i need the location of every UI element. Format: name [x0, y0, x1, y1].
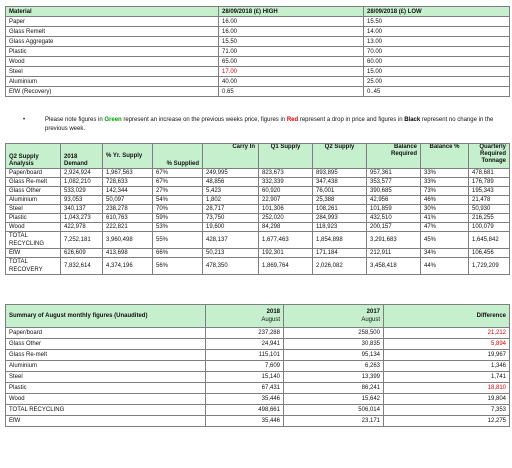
supply-cell: 893,895 — [313, 169, 367, 178]
price-low: 25.00 — [364, 77, 510, 87]
supply-cell: 7,832,614 — [61, 258, 103, 275]
supply-row-label: Wood — [6, 223, 61, 232]
supply-cell: 432,510 — [367, 214, 421, 223]
supply-cell: 21,478 — [469, 196, 510, 205]
summary-row — [6, 416, 510, 427]
summary-row — [6, 339, 510, 350]
supply-cell: 3,291,683 — [367, 232, 421, 249]
supply-cell: 50,097 — [103, 196, 153, 205]
supply-cell: 42,956 — [367, 196, 421, 205]
summary-table-body — [6, 328, 510, 427]
price-material: Wood — [6, 57, 219, 67]
supply-cell: 3,960,498 — [103, 232, 153, 249]
supply-table — [5, 143, 510, 275]
supply-cell: 84,298 — [259, 223, 313, 232]
summary-table-header — [6, 305, 510, 328]
supply-row-label: Plastic — [6, 214, 61, 223]
summary-2018-value: 15,140 — [206, 372, 284, 383]
supply-cell: 54% — [153, 196, 203, 205]
supply-cell: 284,993 — [313, 214, 367, 223]
supply-header: % Supplied — [153, 144, 203, 169]
supply-cell: 53% — [153, 223, 203, 232]
summary-row — [6, 405, 510, 416]
supply-cell: 48,856 — [203, 178, 259, 187]
supply-row-label: Steel — [6, 205, 61, 214]
note-part2: represent an increase on the previous weeks price, figures in — [121, 117, 287, 123]
summary-row-label: Glass Other — [6, 339, 206, 350]
supply-cell: 19,600 — [203, 223, 259, 232]
summary-row-label: TOTAL RECYCLING — [6, 405, 206, 416]
summary-2017-value: 86,241 — [284, 383, 384, 394]
bullet: • — [23, 117, 26, 123]
supply-row-label: Paper/board — [6, 169, 61, 178]
summary-difference-value: 7,353 — [384, 405, 510, 416]
supply-cell: 30% — [421, 205, 469, 214]
supply-row — [6, 205, 510, 214]
supply-cell: 118,923 — [313, 223, 367, 232]
supply-cell: 2,026,082 — [313, 258, 367, 275]
supply-cell: 1,854,898 — [313, 232, 367, 249]
price-row — [6, 47, 510, 57]
supply-row — [6, 223, 510, 232]
price-low: 15.00 — [364, 67, 510, 77]
summary-difference-value: 5,894 — [384, 339, 510, 350]
supply-cell: 340,137 — [61, 205, 103, 214]
supply-cell: 4,374,196 — [103, 258, 153, 275]
note-text — [45, 116, 505, 134]
supply-header: Q2 Supply — [313, 144, 367, 169]
supply-cell: 66% — [153, 249, 203, 258]
supply-cell: 332,339 — [259, 178, 313, 187]
price-material: EfW (Recovery) — [6, 87, 219, 97]
price-material: Glass Remelt — [6, 27, 219, 37]
price-row — [6, 37, 510, 47]
supply-cell: 252,020 — [259, 214, 313, 223]
supply-cell: 1,729,209 — [469, 258, 510, 275]
note-black-word: Black — [404, 117, 421, 123]
price-header-high: 28/09/2018 (£) HIGH — [219, 7, 364, 17]
supply-cell: 59% — [153, 214, 203, 223]
supply-row — [6, 178, 510, 187]
supply-cell: 626,609 — [61, 249, 103, 258]
supply-cell: 212,911 — [367, 249, 421, 258]
supply-cell: 957,361 — [367, 169, 421, 178]
summary-row — [6, 328, 510, 339]
supply-row — [6, 249, 510, 258]
summary-difference-value: 21,212 — [384, 328, 510, 339]
supply-cell: 28,717 — [203, 205, 259, 214]
supply-cell: 1,043,273 — [61, 214, 103, 223]
supply-cell: 22,907 — [259, 196, 313, 205]
supply-header: Balance % — [421, 144, 469, 169]
supply-row-label: TOTAL RECYCLING — [6, 232, 61, 249]
supply-cell: 1,967,563 — [103, 169, 153, 178]
summary-row — [6, 394, 510, 405]
summary-difference-value: 19,804 — [384, 394, 510, 405]
supply-cell: 70% — [153, 205, 203, 214]
supply-cell: 34% — [421, 249, 469, 258]
summary-difference-value: 19,967 — [384, 350, 510, 361]
summary-year-2018: 2018 — [266, 309, 280, 315]
supply-row — [6, 232, 510, 249]
price-header-material: Material — [6, 7, 219, 17]
supply-cell: 1,869,764 — [259, 258, 313, 275]
supply-cell: 56% — [153, 258, 203, 275]
summary-row-label: Glass Re-melt — [6, 350, 206, 361]
summary-title: Summary of August monthly figures (Unaudited) — [6, 305, 206, 328]
supply-row — [6, 214, 510, 223]
price-low: 0..45 — [364, 87, 510, 97]
price-row — [6, 87, 510, 97]
supply-cell: 478,350 — [203, 258, 259, 275]
summary-2018-value: 35,446 — [206, 416, 284, 427]
summary-month-2018: August — [261, 317, 280, 323]
supply-cell: 108,261 — [313, 205, 367, 214]
supply-header: Quarterly Required Tonnage — [469, 144, 510, 169]
note-green-word: Green — [104, 117, 122, 123]
summary-row-label: Aluminium — [6, 361, 206, 372]
supply-cell: 422,978 — [61, 223, 103, 232]
supply-cell: 413,698 — [103, 249, 153, 258]
supply-cell: 50,213 — [203, 249, 259, 258]
price-row — [6, 57, 510, 67]
price-material: Paper — [6, 17, 219, 27]
summary-2017-value: 506,014 — [284, 405, 384, 416]
supply-cell: 478,681 — [469, 169, 510, 178]
price-high: 71.00 — [219, 47, 364, 57]
price-row — [6, 67, 510, 77]
price-high: 0.65 — [219, 87, 364, 97]
price-row — [6, 77, 510, 87]
price-high: 40.00 — [219, 77, 364, 87]
summary-month-2017: August — [361, 317, 380, 323]
supply-cell: 428,137 — [203, 232, 259, 249]
summary-2017-value: 13,399 — [284, 372, 384, 383]
supply-cell: 200,157 — [367, 223, 421, 232]
summary-row-label: EfW — [6, 416, 206, 427]
summary-header-difference: Difference — [384, 305, 510, 328]
supply-cell: 44% — [421, 258, 469, 275]
summary-2018-value: 115,101 — [206, 350, 284, 361]
summary-row — [6, 383, 510, 394]
summary-table — [5, 304, 510, 427]
price-high: 17.00 — [219, 67, 364, 77]
summary-2017-value: 30,835 — [284, 339, 384, 350]
price-low: 14.00 — [364, 27, 510, 37]
supply-row-label: TOTAL RECOVERY — [6, 258, 61, 275]
summary-2018-value: 24,941 — [206, 339, 284, 350]
summary-row — [6, 350, 510, 361]
supply-cell: 101,306 — [259, 205, 313, 214]
supply-cell: 60,920 — [259, 187, 313, 196]
price-high: 16.00 — [219, 27, 364, 37]
supply-cell: 25,388 — [313, 196, 367, 205]
supply-cell: 353,577 — [367, 178, 421, 187]
supply-header: Q2 Supply Analysis — [6, 144, 61, 169]
supply-cell: 101,859 — [367, 205, 421, 214]
supply-cell: 41% — [421, 214, 469, 223]
summary-difference-value: 18,810 — [384, 383, 510, 394]
supply-cell: 67% — [153, 178, 203, 187]
supply-cell: 106,456 — [469, 249, 510, 258]
supply-row — [6, 258, 510, 275]
supply-row-label: Glass Re-melt — [6, 178, 61, 187]
supply-cell: 55% — [153, 232, 203, 249]
price-row — [6, 17, 510, 27]
supply-cell: 610,763 — [103, 214, 153, 223]
summary-2017-value: 23,171 — [284, 416, 384, 427]
supply-cell: 222,821 — [103, 223, 153, 232]
note-red-word: Red — [286, 117, 299, 123]
supply-cell: 728,633 — [103, 178, 153, 187]
supply-row-label: Glass Other — [6, 187, 61, 196]
supply-cell: 171,184 — [313, 249, 367, 258]
supply-row-label: Aluminium — [6, 196, 61, 205]
summary-row-label: Plastic — [6, 383, 206, 394]
supply-cell: 390,685 — [367, 187, 421, 196]
price-low: 15.50 — [364, 17, 510, 27]
summary-2018-value: 67,431 — [206, 383, 284, 394]
summary-2017-value: 258,500 — [284, 328, 384, 339]
supply-cell: 216,255 — [469, 214, 510, 223]
summary-2018-value: 7,609 — [206, 361, 284, 372]
supply-cell: 45% — [421, 232, 469, 249]
supply-cell: 1,645,842 — [469, 232, 510, 249]
price-low: 70.00 — [364, 47, 510, 57]
supply-header: % Yr. Supply — [103, 144, 153, 169]
supply-cell: 1,677,463 — [259, 232, 313, 249]
price-low: 13.00 — [364, 37, 510, 47]
supply-header: Balance Required — [367, 144, 421, 169]
supply-cell: 2,924,924 — [61, 169, 103, 178]
summary-row — [6, 361, 510, 372]
summary-header-2017 — [284, 305, 384, 328]
summary-header-2018 — [206, 305, 284, 328]
summary-year-2017: 2017 — [366, 309, 380, 315]
price-low: 60.00 — [364, 57, 510, 67]
price-table — [5, 6, 510, 97]
supply-cell: 50,930 — [469, 205, 510, 214]
note-part1: Please note figures in — [45, 117, 105, 123]
supply-cell: 3,458,418 — [367, 258, 421, 275]
supply-header: Q1 Supply — [259, 144, 313, 169]
supply-cell: 5,423 — [203, 187, 259, 196]
supply-cell: 100,079 — [469, 223, 510, 232]
summary-difference-value: 12,275 — [384, 416, 510, 427]
supply-cell: 238,278 — [103, 205, 153, 214]
summary-row — [6, 372, 510, 383]
supply-cell: 76,001 — [313, 187, 367, 196]
price-high: 15.50 — [219, 37, 364, 47]
summary-2018-value: 498,661 — [206, 405, 284, 416]
supply-header: 2018 Demand — [61, 144, 103, 169]
supply-cell: 533,029 — [61, 187, 103, 196]
summary-row-label: Paper/board — [6, 328, 206, 339]
price-header-low: 28/09/2018 (£) LOW — [364, 7, 510, 17]
summary-2017-value: 6,263 — [284, 361, 384, 372]
price-table-header — [6, 7, 510, 17]
supply-cell: 195,343 — [469, 187, 510, 196]
supply-row — [6, 196, 510, 205]
supply-cell: 73,750 — [203, 214, 259, 223]
supply-cell: 27% — [153, 187, 203, 196]
supply-cell: 67% — [153, 169, 203, 178]
price-row — [6, 27, 510, 37]
supply-cell: 823,673 — [259, 169, 313, 178]
supply-cell: 347,438 — [313, 178, 367, 187]
summary-2017-value: 15,642 — [284, 394, 384, 405]
supply-table-header — [6, 144, 510, 169]
supply-cell: 33% — [421, 178, 469, 187]
supply-cell: 192,301 — [259, 249, 313, 258]
price-material: Plastic — [6, 47, 219, 57]
supply-table-body — [6, 169, 510, 275]
supply-row — [6, 187, 510, 196]
price-material: Glass Aggregate — [6, 37, 219, 47]
supply-cell: 7,252,181 — [61, 232, 103, 249]
supply-cell: 249,995 — [203, 169, 259, 178]
price-high: 65.00 — [219, 57, 364, 67]
supply-row-label: EfW — [6, 249, 61, 258]
summary-2018-value: 237,288 — [206, 328, 284, 339]
supply-cell: 142,344 — [103, 187, 153, 196]
price-high: 16.00 — [219, 17, 364, 27]
price-material: Aluminium — [6, 77, 219, 87]
summary-2017-value: 95,134 — [284, 350, 384, 361]
supply-cell: 47% — [421, 223, 469, 232]
supply-cell: 1,802 — [203, 196, 259, 205]
supply-cell: 176,789 — [469, 178, 510, 187]
supply-cell: 46% — [421, 196, 469, 205]
note-part4: represent no change in the previous week. — [45, 117, 494, 132]
supply-cell: 73% — [421, 187, 469, 196]
price-material: Steel — [6, 67, 219, 77]
summary-2018-value: 35,446 — [206, 394, 284, 405]
supply-cell: 93,053 — [61, 196, 103, 205]
note-part3: represent a drop in price and figures in — [298, 117, 405, 123]
supply-header: Carry In — [203, 144, 259, 169]
summary-difference-value: 1,346 — [384, 361, 510, 372]
summary-difference-value: 1,741 — [384, 372, 510, 383]
supply-cell: 33% — [421, 169, 469, 178]
supply-row — [6, 169, 510, 178]
supply-cell: 1,082,210 — [61, 178, 103, 187]
summary-row-label: Wood — [6, 394, 206, 405]
summary-row-label: Steel — [6, 372, 206, 383]
